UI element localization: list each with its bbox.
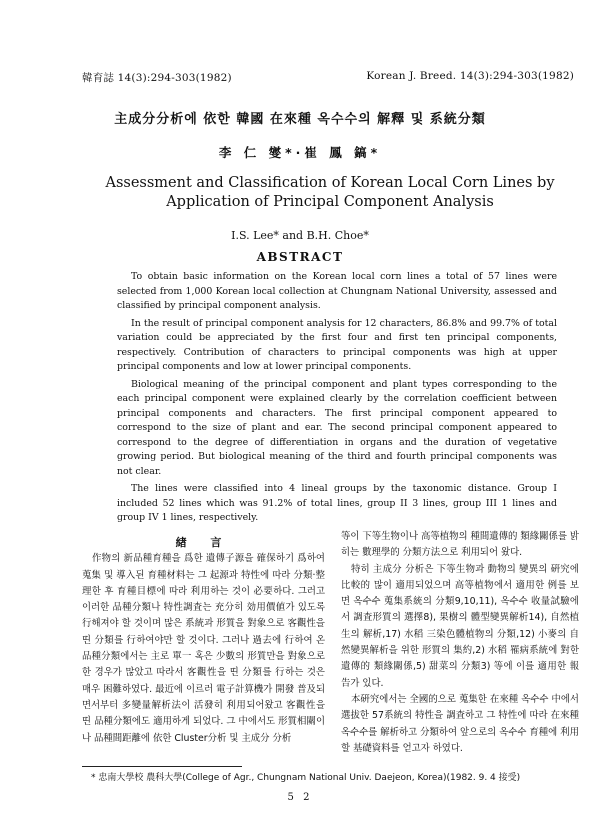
body-column-right: [341, 529, 579, 757]
footnote: * 忠南大學校 農科大學(College of Agr., Chungnam National Univ. Daejeon, Korea)(1982. 9. 4 接受): [91, 773, 521, 783]
body-paragraph: 本硏究에서는 全國的으로 蒐集한 在來種 옥수수 中에서 選拔한 57系統의 特性을 調査하고 그 特性에 따라 在來種 옥수수를 解析하고 分類하여 앞으로의 옥수수 育種에 利用할 基礎資料를 얻고자 하였다.: [341, 693, 579, 754]
body-paragraph: 作物의 新品種育種을 爲한 遺傳子源을 確保하기 爲하여 蒐集 및 導入된 育種材料는 그 起源과 特性에 따라 分類·整理한 후 育種目標에 따라 利用하는 것이 必要하다. 그러고 이러한 品種分類나 特性調査는 充分히 効用價値가 있도록 行해져야 할 것이며 많은 系統과 形質을 對象으로 客觀性을 띤 分類를 行하여야만 할 것이다. 그러나 過去에 行하여 온 品種分類에서는 主로 單一 혹은 少數의 形質만을 對象으로 한 경우가 많았고 따라서 客觀性을 띤 分類를 行하는 것은 매우 困難하였다. 最近에 이르러 電子計算機가 開發 普及되면서부터 多變量解析法이 活發히 利用되어왔고 客觀性을 띤 品種分類에도 適用하게 되었다. 그 中에서도 形質相關이나 品種間距離에 依한 Cluster分析 및 主成分 分析: [82, 553, 325, 744]
body-paragraph: 特히 主成分 分析은 下等生物과 動物의 變異의 硏究에 比較的 많이 適用되었으며 高等植物에서 適用한 例를 보면 옥수수 蒐集系統의 分類9,10,11), 옥수수 收量試驗에서 調査形質의 選擇8), 果樹의 體型變異解析14), 自然植生의 解析,17) 水稻 三染色體植物의 分類,12) 小麥의 自然變異解析을 위한 形質의 集約,2) 水稻 罹病系統에 對한 遺傳的 類緣關係,5) 甜菜의 分類3) 等에 이를 適用한 報告가 있다.: [341, 563, 579, 689]
title-english: Assessment and Classification of Korean Local Corn Lines by Application of Principal Component Analysis: [105, 175, 555, 210]
body-column-left: [82, 535, 325, 747]
abstract-paragraph: To obtain basic information on the Korean local corn lines a total of 57 lines were selected from 1,000 Korean local collection at Chungnam National University, assessed and classified by principal component analysis.: [117, 271, 557, 311]
running-header-left: 韓育誌 14(3):294-303(1982): [82, 72, 232, 84]
footnote-divider: [82, 766, 242, 767]
abstract-paragraph: In the result of principal component analysis for 12 characters, 86.8% and 99.7% of total variation could be appreciated by the first four and first ten principal components, respectively. Contribution of characters to principal components was high at upper principal components and low at lower principal components.: [117, 317, 557, 372]
authors-english: I.S. Lee* and B.H. Choe*: [231, 229, 369, 242]
abstract-paragraph: Biological meaning of the principal component and plant types corresponding to the each principal component were explained clearly by the correlation coefficient between principal components and characters. The first principal component appeared to correspond to the size of plant and ear. The second principal component appeared to correspond to the degree of differentiation in organs and the duration of vegetative growing period. But biological meaning of the third and fourth principal components was not clear.: [117, 378, 557, 477]
abstract-heading: ABSTRACT: [256, 250, 344, 264]
abstract-body: [117, 270, 557, 529]
abstract-paragraph: The lines were classified into 4 lineal groups by the taxonomic distance. Group I included 52 lines which was 91.2% of total lines, group II 3 lines, group III 1 lines and group IV 1 lines, respectively.: [117, 483, 557, 523]
page-number: 5 2: [287, 792, 313, 803]
section-heading-introduction: 緖 言: [175, 536, 232, 549]
body-paragraph: 等이 下等生物이나 高等植物의 種間遺傳的 類緣關係를 밝히는 數理學的 分類方法으로 利用되어 왔다.: [341, 531, 579, 559]
running-header-right: Korean J. Breed. 14(3):294-303(1982): [366, 70, 574, 82]
authors-korean: 李 仁 燮*·崔 鳳 鎬*: [218, 145, 382, 160]
title-korean: 主成分分析에 依한 韓國 在來種 옥수수의 解釋 및 系統分類: [114, 112, 486, 127]
